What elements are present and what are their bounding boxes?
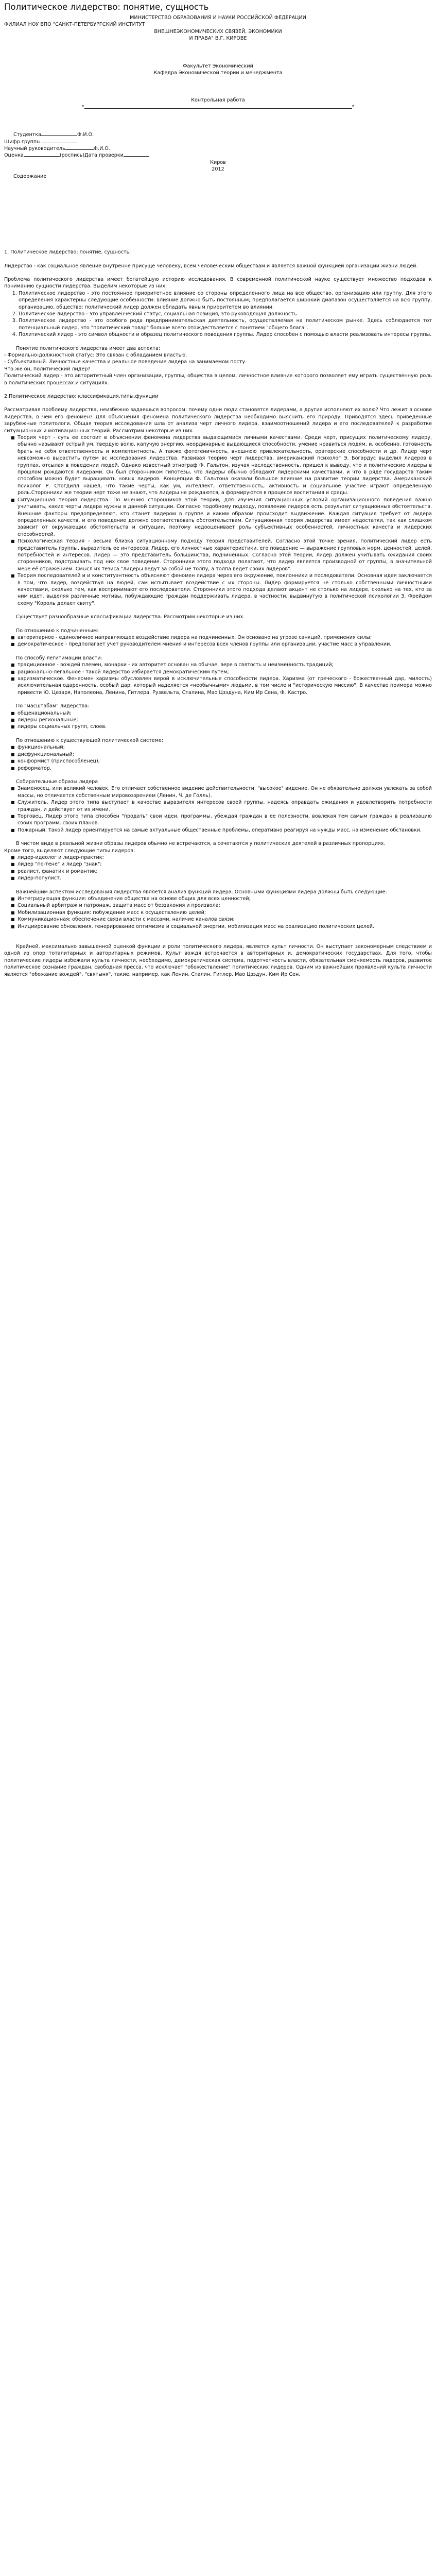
section2-paragraph-1: Рассматривая проблему лидерства, неизбежно задаешься вопросом: почему одни люди становятся лидерами, а другие исполняют их волю? Что лежит в основе лидерства, в чем его феномен? Для объяснения феномена политического лидерства необходимо выяснить его природу. Приводятся здесь приведенные зарубежные политологи. Общая теория исследования шла от анализа черт личного лидера, взаимоотношений лидера и его последователей к разработке ситуационных и мотивационных теорий. Рассмотрим некоторые из них.	[4, 407, 432, 434]
list-item: ■ Служитель. Лидер этого типа выступает в качестве выразителя интересов своей группы, надеясь оправдать ожидания и удовлетворить потребности граждан, и действует от их имени.	[18, 799, 432, 813]
list-item: ■ реформатор.	[18, 765, 432, 772]
list-item: ■ Знаменосец, или великий человек. Его отличает собственное видение действительности, "высокое" видение. Он не обязательно должен увлекать за собой массы, но отличается собственным мировоззрением (Ленин, Ч. де Голль).	[18, 785, 432, 799]
grade-signature-label: (роспись)Дата проверки	[59, 152, 124, 159]
supervisor-blank	[65, 149, 94, 150]
faculty-line: Факультет Экономический	[183, 63, 253, 69]
grade-row	[4, 152, 432, 159]
classification-f-list	[4, 854, 432, 882]
section1-paragraph-3: Понятие политического лидерства имеет два аспекта:	[16, 345, 161, 351]
department-line: Кафедра Экономической теории и менеджмента	[153, 70, 283, 76]
grade-blank	[24, 156, 60, 157]
branch-line: ФИЛИАЛ НОУ ВПО "САНКТ-ПЕТЕРБУРГСКИЙ ИНСТИТУТ	[4, 22, 145, 28]
list-item: ■ Интегрирующая функция: объединение общества на основе общих для всех ценностей;	[18, 895, 432, 902]
functions-list	[4, 895, 432, 930]
student-name-placeholder: Ф.И.О.	[77, 132, 94, 138]
work-type: Контрольная работа	[191, 97, 245, 104]
list-item: ■ Коммуникационная: обеспечение связи власти с массами, наличие каналов связи;	[18, 916, 432, 923]
group-label: Шифр группы	[4, 139, 41, 145]
section1-paragraph-1: Лидерство - как социальное явление внутренне присуще человеку, всем человеческим обществам и является важной функцией организации жизни людей.	[4, 263, 418, 269]
year-line: 2012	[212, 166, 224, 173]
city-line: Киров	[210, 159, 226, 165]
list-item: ■ лидеры региональные;	[18, 717, 432, 723]
list-item: ■ Психологическая теория - весьма близка ситуационному подходу теория представителей. Согласно этой точке зрения, политический лидер есть представитель группы, выразитель ее интересов. Лидер, его личностные характеристики, его поведение — выражение групповых норм, ценностей, целей, потребностей и интересов. Лидер — это представитель большинства, подчиненных. Согласно этой теории, лидер должен учитывать ожидания своих сторонников, подстраивать под них свое поведение. Сторонники этого подхода полагают, что лидер является производной от группы, в значительной мере её отражением. Смысл их тезиса "лидеры ведут за собой не толпу, а толпа ведет своих лидеров".	[18, 538, 432, 572]
section1-approaches-list	[4, 290, 432, 338]
list-item: ■ Инициирование обновления, генерирование оптимизма и социальной энергии, мобилизация масс на реализацию политических целей.	[18, 923, 432, 930]
list-item: 3. Политическое лидерство - это особого рода предпринимательская деятельность, осуществляемая на политическом рынке. Здесь соблюдается тот потенциальный лидер, что "политический товар" больше всего отождествляется с понятием "общего блага".	[19, 317, 432, 331]
section1-heading: 1. Политическое лидерство: понятие, сущность.	[4, 249, 131, 256]
section2-theories-list	[4, 434, 432, 607]
list-item: ■ Теория последователей и и конституэнтность объясняют феномен лидера через его окружение, поклонники и последователи. Основная идея заключается в том, что лидер, воздействуя на людей, сам испытывает воздействие с их стороны. Лидер формируется не столько собственными личностными качествами, сколько тем, как воспринимают его последователи. Сторонники этого подхода делают акцент не столько на лидере, сколько на тех, кто за ним идет, выделяя различные мотивы, побуждающие граждан поддерживать лидера, в частности, выдвинутую в политической психологии З. Фрейдом схему "Король делает свиту".	[18, 572, 432, 607]
classification-a-heading: По отношению к подчиненным:	[16, 628, 99, 634]
list-item: ■ харизматическое. Фенеомен харизмы обусловлен верой в исключительные способности лидера. Харизма (от греческого - божественный дар, милость) исключительная одаренность, особый дар, который наделяется «необычными» людьми, в том числе и "историческую миссию". В качестве примера можно привести Ю. Цезаря, Наполеона, Ленина, Гитлера, Рузвельта, Сталина, Мао Цзэдуна, Ким Ир Сена, Ф. Кастро.	[18, 675, 432, 696]
supervisor-row	[4, 145, 432, 152]
list-item: ■ Теория черт - суть ее состоит в объяснении феномена лидерства выдающимися личными качествами. Среди черт, присущих политическому лидеру, обычно называют острый ум, твердую волю, капучую энергию, неординарные выдающиеся способности, умение нравиться людям, и, особенно, готовность брать на себя ответственность и компетентность. А также фотогеничность, внешнюю привлекательность, ораторские способности и др. Лидер черт невозможно вырастить путем вс исследования лидерства. Развивая теорию черт лидерства, американский психолог Э. Богардус выделил лидеров в группах, отсылая в поведении людей. Однако известный этнограф Ф. Гальтон, изучая наследственность, пришел к выводу, что и политические лидеры в прошлом рождаются лидерами. Он был сторонником гипотезы, что лидеры обычно обладают лидерскими качествами, и что в ряде государств таким способом можно будет выращивать новых лидеров. Концепции Ф. Гальтона оказали большое влияние на развитие теории лидерства. Американский психолог Р. Стогдилл нашел, что такие черты, как ум, интеллект, ответственность, активность и социальное участие играют определенную роль.Сторонники же теории черт тоже не знают, что лидеры не рождаются, а формируются в процессе воспитания и среды.	[18, 434, 432, 497]
section3-other-types-intro: Кроме того, выделяют следующие типы лидеров:	[4, 848, 135, 854]
document-title: Политическое лидерство: понятие, сущность	[4, 2, 209, 12]
work-topic-field	[4, 104, 432, 111]
section1-paragraph-6: Политический лидер - это авторитетный член организации, группы, общества в целом, личностное влияние которого позволяет ему играть существенную роль в политических процессах и ситуациях.	[4, 373, 432, 386]
list-item: 4. Политический лидер - это символ общности и образец политического поведения группы. Лидер способен с помощью власти реализовать интересы группы.	[19, 331, 432, 338]
supervisor-name-placeholder: Ф.И.О.	[93, 146, 110, 152]
classification-d-list	[4, 744, 432, 772]
institute-line-2: И ПРАВА" В.Г. КИРОВЕ	[189, 36, 247, 42]
list-item: ■ лидер-идеолог и лидер-практик;	[18, 854, 432, 861]
grade-label: Оценка	[4, 152, 24, 159]
section3-reality-paragraph: В чистом виде в реальной жизни образы лидеров обычно не встречаются, а сочетаются у политических деятелей в различных пропорциях.	[16, 841, 386, 847]
list-item: 1. Политическое лидерство - это постоянное приоритетное влияние со стороны определенного лица на все общество, организацию или группу. Для этого определения характерны следующие особенности: влияние должно быть постоянным; предполагается широкий диапазон осуществляется на всю группу, организацию, общество; политический лидер должен обладать явным приоритетом во влиянии.	[19, 290, 432, 311]
list-item: ■ Пожарный. Такой лидер ориентируется на самые актуальные общественные проблемы, оперативно реагируя на нужды масс, на изменение обстановки.	[18, 827, 432, 834]
section2-heading: 2.Политическое лидерство: классификация,типы,функции	[4, 394, 159, 399]
classification-d-heading: По отношению к существующей политической системе:	[16, 737, 164, 743]
date-blank	[124, 156, 149, 157]
list-item: ■ лидер "по-тене" и лидер "знак";	[18, 861, 432, 868]
classification-b-list	[4, 662, 432, 696]
list-item: ■ лидеры социальных групп, слоев.	[18, 723, 432, 730]
list-item: ■ демократическое - предполагает учет руководителем мнения и интересов всех членов группы или организации, участие масс в управлении.	[18, 641, 432, 648]
list-item: ■ Ситуационная теория лидерства. По мнению сторонников этой теории, для изучения ситуационных условий организационного поведения важно учитывать, какие черты лидера нужны в данной ситуации. Согласно подобному подходу, появление лидеров есть результат ситуационных обстоятельств. Внешние факторы предопределяют, кто станет лидером в группе и каким образом происходит выдвижение. Каждая ситуация требует от лидера определенных качеств, и его поведение должно соответствовать обстоятельствам. Ситуационная теория лидерства имеет недостатки, так как слишком зависит от окружающих обстоятельств и ситуации, поэтому недооценивает роль субъективных особенностей, личностных качеств и лидерских способностей.	[18, 497, 432, 538]
student-row	[4, 131, 432, 138]
list-item: ■ реалист, фанатик и романтик;	[18, 868, 432, 875]
section1-paragraph-2: Проблема политического лидерства имеет богатейшую историю исследования. В современной политической науке существует множество подходов к пониманию сущности лидерства. Выделим некоторые из них:	[4, 276, 432, 290]
personality-cult-paragraph: Крайней, максимально завышенной оценкой функции и роли политического лидера, является культ личности. Он выступает закономерным следствием и одной из опор тоталитарных и авторитарных режимов. Культ вождя встречается в авторитарных и, демократических государствах. Для того, чтобы политические лидеры избежали культа личности, необходимо, демократическая система, подотчетность власти, обязательная сменяемость лидеров, развитое политическое сознание граждан, свободная пресса, что исключает "обожествление" политических лидеров. Одним из важнейших проявлений культа личности является "обожание вождей", "святыня", такие, например, как Ленин, Сталин, Гитлер, Мао Цзэдун, Ким Ир Сен.	[4, 944, 432, 977]
institute-line-1: ВНЕШНЕЭКОНОМИЧЕСКИХ СВЯЗЕЙ, ЭКОНОМИКИ	[154, 28, 282, 35]
group-row	[4, 139, 432, 145]
functions-intro: Важнейшим аспектом исследования лидерства является анализ функций лидера. Основными функциями лидера должны быть следующие:	[16, 889, 387, 895]
list-item: ■ функциональный;	[18, 744, 432, 751]
document-page	[0, 0, 436, 981]
list-item: ■ лидер-популист.	[18, 875, 432, 882]
list-item: ■ конформист (приспособленец);	[18, 758, 432, 765]
list-item: 2. Политическое лидерство - это управленческий статус, социальная позиция, это руководящая должность.	[19, 311, 432, 317]
supervisor-label: Научный руководитель	[4, 146, 65, 152]
section1-paragraph-4: - Формально-должностной статус: Это связан с обладанием властью.	[4, 352, 187, 358]
list-item: ■ дисфункциональный;	[18, 751, 432, 758]
student-blank	[41, 135, 77, 136]
classification-c-heading: По "масштабам" лидерства:	[16, 703, 90, 709]
list-item: ■ общенациональный;	[18, 710, 432, 717]
classification-c-list	[4, 710, 432, 731]
work-topic-quote-close: "	[352, 104, 354, 110]
section1-paragraph-5: - Субъективный. Личностные качества и реальное поведение лидера на занимаемом посту.	[4, 359, 247, 365]
list-item: ■ рационально-легальное - такой лидерство избирается демократическим путем;	[18, 669, 432, 675]
list-item: ■ Торговец. Лидер этого типа способен "продать" свои идеи, программы, убеждая граждан в ее полезности, вовлекая тем самым граждан в реализацию своих программ, своих планов.	[18, 813, 432, 827]
work-topic-blank	[84, 108, 352, 109]
list-item: ■ традиционное - вождей племен, монархи - их авторитет основан на обычае, вере в святость и неизменность традиций;	[18, 662, 432, 668]
classification-e-list	[4, 785, 432, 834]
work-topic-quote-open: "	[82, 104, 84, 110]
toc-heading: Содержание	[13, 173, 47, 179]
classification-b-heading: По способу легитимации власти:	[16, 655, 102, 661]
list-item: ■ авторитарное - единоличное направляющее воздействие лидера на подчиненных. Он основано на угрозе санкций, применения силы;	[18, 634, 432, 641]
section3-intro: Существует разнообразные классификации лидерства. Рассмотрим некоторые из них.	[16, 614, 245, 620]
list-item: ■ Социальный арбитраж и патронаж, защита масс от беззакония и произвола;	[18, 902, 432, 909]
list-item: ■ Мобилизационная функция: побуждение масс к осуществлению целей;	[18, 909, 432, 916]
student-label: Студентка	[13, 132, 42, 138]
classification-a-list	[4, 634, 432, 648]
section1-question: Что же он, политический лидер?	[4, 366, 91, 372]
classification-e-heading: Собирательные образы лидера	[16, 778, 98, 785]
ministry-line: МИНИСТЕРСТВО ОБРАЗОВАНИЯ И НАУКИ РОССИЙСКОЙ ФЕДЕРАЦИИ	[130, 15, 306, 21]
